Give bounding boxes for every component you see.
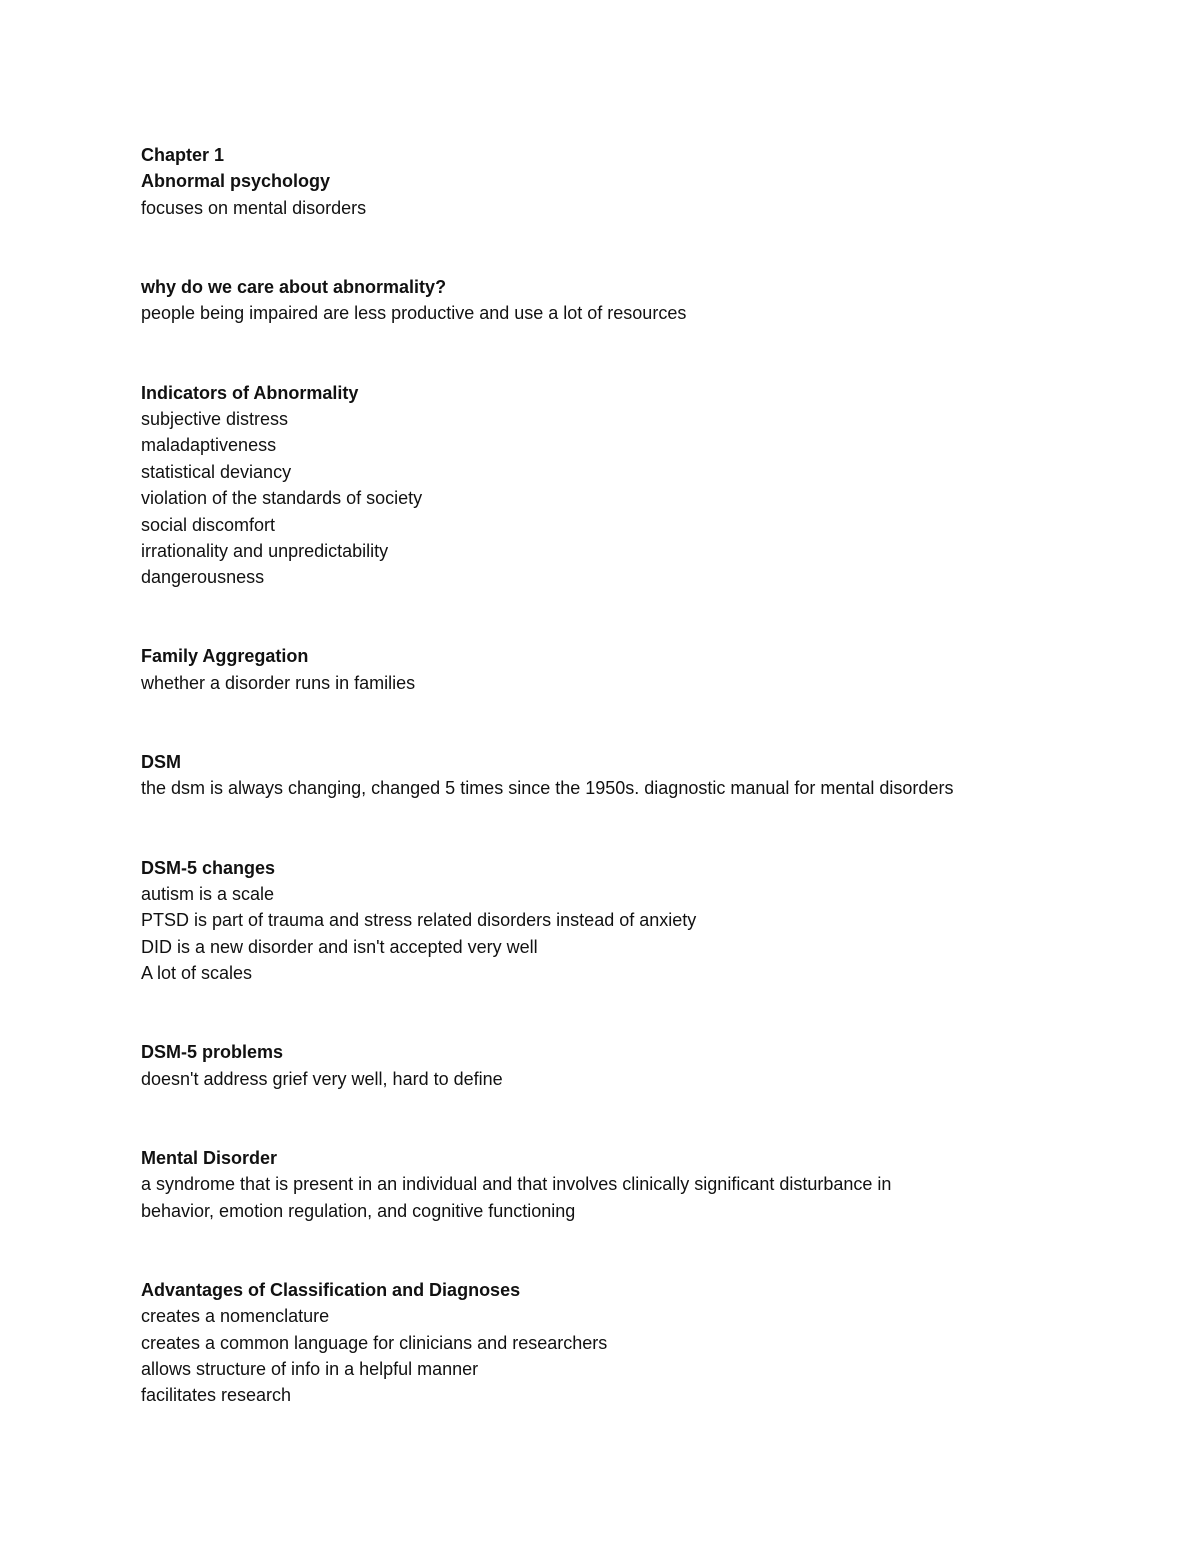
section-heading: DSM-5 problems xyxy=(141,1042,284,1063)
section-line: DID is a new disorder and isn't accepted very well xyxy=(141,936,538,957)
section-heading: DSM xyxy=(141,752,181,773)
section-advantages xyxy=(141,1277,1041,1409)
section-heading: Indicators of Abnormality xyxy=(141,382,359,403)
section-line: creates a nomenclature xyxy=(141,1306,330,1327)
section-line: focuses on mental disorders xyxy=(141,197,367,218)
section-heading: DSM-5 changes xyxy=(141,857,276,878)
section-line: A lot of scales xyxy=(141,963,253,984)
section-family-aggregation xyxy=(141,643,1041,696)
section-line: whether a disorder runs in families xyxy=(141,672,416,693)
section-dsm xyxy=(141,749,1041,802)
section-line: behavior, emotion regulation, and cognitive functioning xyxy=(141,1200,576,1221)
section-line: autism is a scale xyxy=(141,884,275,905)
section-line: allows structure of info in a helpful manner xyxy=(141,1359,479,1380)
section-line: irrationality and unpredictability xyxy=(141,540,389,561)
section-line: subjective distress xyxy=(141,408,289,429)
section-heading: Mental Disorder xyxy=(141,1147,278,1168)
section-dsm5-problems xyxy=(141,1039,1041,1092)
section-line: facilitates research xyxy=(141,1385,292,1406)
section-line: creates a common language for clinicians and researchers xyxy=(141,1332,608,1353)
section-line: statistical deviancy xyxy=(141,461,292,482)
section-heading: Advantages of Classification and Diagnoses xyxy=(141,1279,521,1300)
section-heading: why do we care about abnormality? xyxy=(141,276,447,297)
section-line: violation of the standards of society xyxy=(141,488,423,509)
section-line: a syndrome that is present in an individual and that involves clinically significant disturbance in xyxy=(141,1174,892,1195)
section-line: people being impaired are less productive and use a lot of resources xyxy=(141,303,687,324)
section-indicators xyxy=(141,380,1041,591)
section-why-care xyxy=(141,274,1041,327)
section-line: the dsm is always changing, changed 5 times since the 1950s. diagnostic manual for mental disorders xyxy=(141,778,954,799)
section-line: doesn't address grief very well, hard to define xyxy=(141,1068,503,1089)
section-heading: Family Aggregation xyxy=(141,646,309,667)
section-line: social discomfort xyxy=(141,514,276,535)
section-line: PTSD is part of trauma and stress related disorders instead of anxiety xyxy=(141,910,697,931)
section-abnormal-psychology xyxy=(141,142,1041,221)
section-dsm5-changes xyxy=(141,855,1041,987)
section-line: maladaptiveness xyxy=(141,435,277,456)
section-line: dangerousness xyxy=(141,567,265,588)
section-mental-disorder xyxy=(141,1145,1041,1224)
section-heading: Abnormal psychology xyxy=(141,171,331,192)
document-body xyxy=(141,142,1041,1409)
chapter-title: Chapter 1 xyxy=(141,145,225,165)
